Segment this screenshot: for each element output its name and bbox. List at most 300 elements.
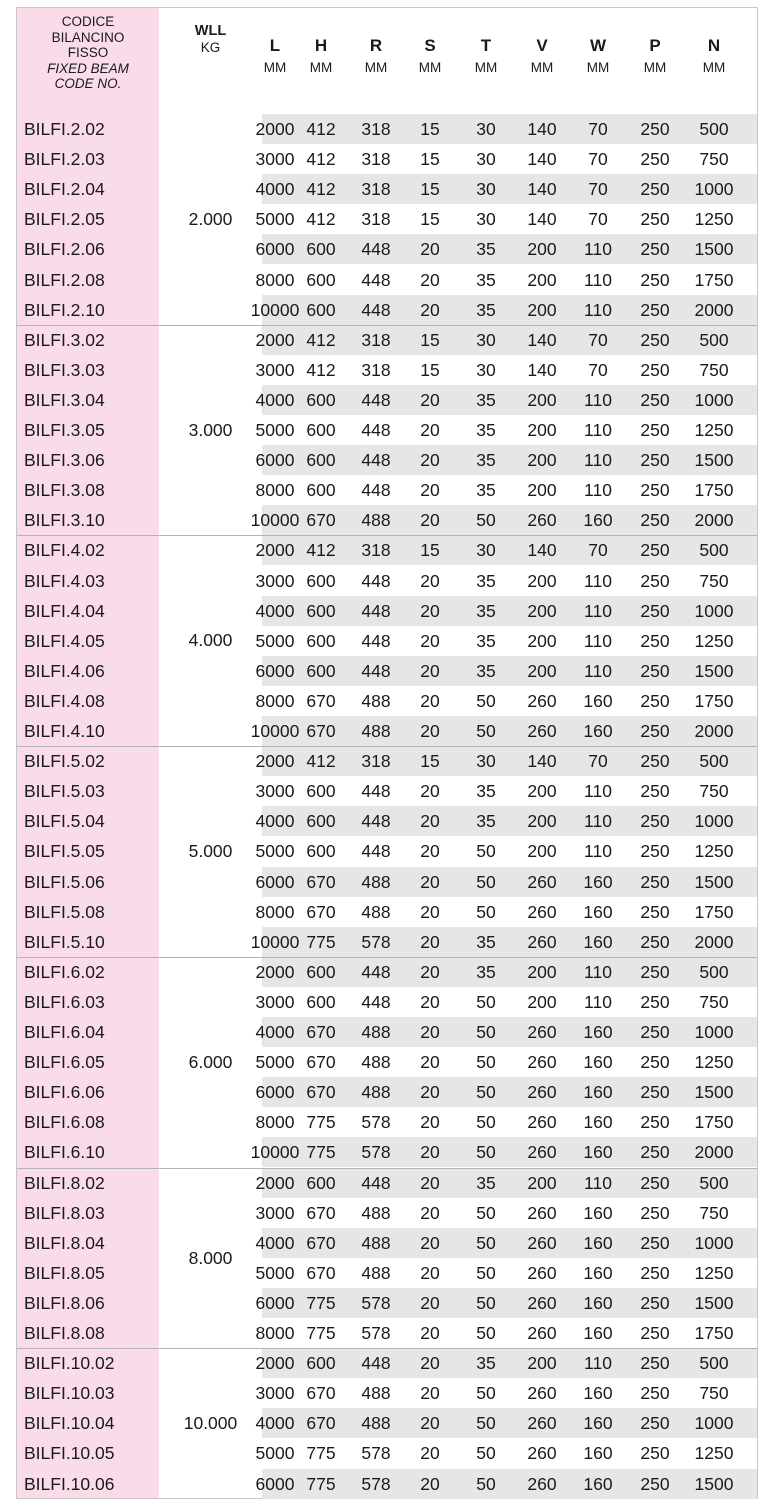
value-cell-h: 600 — [306, 841, 336, 862]
value-cell-r: 488 — [361, 1232, 391, 1253]
value-cell-p: 250 — [640, 721, 670, 741]
value-cell-t: 30 — [476, 179, 496, 200]
value-cell-w: 110 — [584, 600, 612, 621]
value-cell-n: 1750 — [694, 1323, 734, 1343]
value-cell-h: 600 — [306, 450, 336, 471]
value-cell-p: 250 — [640, 660, 670, 681]
value-cell-n: 750 — [699, 570, 729, 591]
value-cell-p: 250 — [640, 1142, 670, 1163]
value-cell-l: 2000 — [255, 751, 295, 772]
value-cell-s: 20 — [420, 721, 440, 741]
value-cell-r: 318 — [361, 540, 391, 561]
value-cell-p: 250 — [640, 901, 670, 922]
value-cell-p: 250 — [640, 751, 670, 772]
value-cell-n: 1000 — [694, 600, 734, 621]
value-cell-v: 260 — [527, 931, 557, 952]
code-cell: BILFI.3.10 — [24, 510, 105, 531]
value-cell-l: 3000 — [255, 570, 295, 591]
column-unit: MM — [309, 60, 333, 75]
value-cell-r: 318 — [361, 751, 391, 772]
value-cell-h: 600 — [306, 269, 336, 290]
value-cell-w: 70 — [588, 359, 608, 380]
value-cell-p: 250 — [640, 1052, 670, 1073]
value-cell-r: 578 — [361, 1142, 391, 1163]
code-cell: BILFI.8.05 — [24, 1262, 105, 1283]
value-cell-t: 35 — [476, 811, 496, 832]
value-cell-v: 260 — [527, 1473, 557, 1494]
value-cell-l: 8000 — [255, 690, 295, 711]
value-cell-w: 160 — [583, 1112, 613, 1133]
value-cell-r: 448 — [361, 420, 391, 440]
value-cell-s: 20 — [420, 299, 440, 320]
code-cell: BILFI.6.08 — [24, 1112, 105, 1133]
code-column-header — [17, 14, 159, 92]
value-cell-r: 488 — [361, 510, 391, 531]
value-cell-s: 20 — [420, 660, 440, 681]
value-cell-t: 50 — [476, 1112, 496, 1133]
value-cell-s: 20 — [420, 871, 440, 892]
value-cell-s: 20 — [420, 630, 440, 651]
value-cell-r: 488 — [361, 1052, 391, 1073]
value-cell-r: 488 — [361, 1202, 391, 1223]
code-cell: BILFI.6.02 — [24, 961, 105, 982]
code-cell: BILFI.10.06 — [24, 1473, 115, 1494]
value-cell-v: 200 — [527, 420, 557, 440]
code-cell: BILFI.5.02 — [24, 751, 105, 772]
value-cell-w: 160 — [583, 1232, 613, 1253]
code-cell: BILFI.10.03 — [24, 1383, 115, 1404]
table-row — [17, 1137, 757, 1167]
value-cell-n: 1000 — [694, 1232, 734, 1253]
value-cell-r: 578 — [361, 931, 391, 952]
value-cell-s: 20 — [420, 1262, 440, 1283]
value-cell-t: 35 — [476, 570, 496, 591]
value-cell-s: 20 — [420, 1292, 440, 1313]
wll-group-value: 2.000 — [188, 209, 233, 229]
value-cell-n: 2000 — [694, 299, 734, 320]
value-cell-w: 110 — [584, 1172, 612, 1193]
value-cell-v: 260 — [527, 1232, 557, 1253]
table-row — [17, 1198, 757, 1228]
value-cell-p: 250 — [640, 1232, 670, 1253]
value-cell-p: 250 — [640, 1473, 670, 1494]
value-cell-n: 1750 — [694, 1112, 734, 1133]
table-row — [17, 1469, 757, 1499]
value-cell-s: 15 — [420, 119, 440, 139]
value-cell-p: 250 — [640, 179, 670, 200]
code-cell: BILFI.4.04 — [24, 600, 105, 621]
value-cell-p: 250 — [640, 1262, 670, 1283]
table-row — [17, 1378, 757, 1408]
value-cell-h: 775 — [306, 1112, 336, 1133]
value-cell-v: 200 — [527, 781, 557, 802]
code-cell: BILFI.4.08 — [24, 690, 105, 711]
value-cell-n: 1250 — [694, 1262, 734, 1283]
value-cell-v: 260 — [527, 1443, 557, 1464]
value-cell-r: 448 — [361, 1172, 391, 1193]
value-cell-h: 670 — [306, 1383, 336, 1404]
value-cell-l: 3000 — [255, 1383, 295, 1404]
value-cell-r: 318 — [361, 209, 391, 230]
value-cell-h: 412 — [306, 329, 336, 350]
code-cell: BILFI.5.08 — [24, 901, 105, 922]
value-cell-p: 250 — [640, 781, 670, 802]
value-cell-w: 160 — [583, 1082, 613, 1103]
value-cell-h: 600 — [306, 299, 336, 320]
value-cell-h: 412 — [306, 209, 336, 230]
value-cell-p: 250 — [640, 1323, 670, 1343]
value-cell-w: 160 — [583, 1383, 613, 1404]
value-cell-w: 110 — [584, 811, 612, 832]
value-cell-n: 2000 — [694, 510, 734, 531]
value-cell-h: 775 — [306, 931, 336, 952]
value-cell-p: 250 — [640, 1022, 670, 1042]
value-cell-w: 160 — [583, 1292, 613, 1313]
value-cell-h: 670 — [306, 510, 336, 531]
table-row — [17, 746, 757, 776]
value-cell-v: 140 — [527, 329, 557, 350]
column-letter: L — [269, 36, 281, 55]
table-row — [17, 355, 757, 385]
value-cell-n: 1250 — [694, 420, 734, 440]
code-cell: BILFI.6.06 — [24, 1082, 105, 1103]
value-cell-w: 160 — [583, 1473, 613, 1494]
value-cell-v: 260 — [527, 871, 557, 892]
value-cell-s: 20 — [420, 931, 440, 952]
value-cell-s: 20 — [420, 1172, 440, 1193]
value-cell-s: 20 — [420, 1232, 440, 1253]
code-header-line: BILANCINO — [51, 29, 125, 45]
value-cell-v: 200 — [527, 480, 557, 501]
value-cell-r: 448 — [361, 269, 391, 290]
value-cell-w: 110 — [584, 781, 612, 802]
value-cell-p: 250 — [640, 1353, 670, 1374]
code-cell: BILFI.2.02 — [24, 119, 105, 139]
code-cell: BILFI.2.05 — [24, 209, 105, 230]
value-cell-v: 200 — [527, 961, 557, 982]
column-letter: H — [314, 36, 328, 55]
value-cell-h: 600 — [306, 570, 336, 591]
value-cell-l: 5000 — [255, 209, 295, 230]
value-cell-w: 110 — [584, 961, 612, 982]
column-unit: MM — [263, 60, 287, 75]
value-cell-h: 412 — [306, 751, 336, 772]
value-cell-s: 15 — [420, 751, 440, 772]
value-cell-p: 250 — [640, 239, 670, 260]
value-cell-w: 160 — [583, 871, 613, 892]
code-cell: BILFI.2.10 — [24, 299, 105, 320]
table-row — [17, 987, 757, 1017]
table-row — [17, 927, 757, 957]
value-cell-t: 50 — [476, 871, 496, 892]
value-cell-t: 35 — [476, 1172, 496, 1193]
table-row — [17, 114, 757, 144]
value-cell-r: 488 — [361, 1082, 391, 1103]
value-cell-p: 250 — [640, 359, 670, 380]
value-cell-p: 250 — [640, 209, 670, 230]
value-cell-w: 160 — [583, 1262, 613, 1283]
value-cell-t: 30 — [476, 209, 496, 230]
value-cell-w: 160 — [583, 1202, 613, 1223]
value-cell-n: 1500 — [694, 660, 734, 681]
value-cell-t: 35 — [476, 269, 496, 290]
code-cell: BILFI.3.08 — [24, 480, 105, 501]
value-cell-w: 110 — [584, 299, 612, 320]
value-cell-t: 35 — [476, 389, 496, 410]
group-separator — [17, 535, 757, 536]
value-cell-w: 70 — [588, 149, 608, 170]
code-cell: BILFI.3.06 — [24, 450, 105, 471]
value-cell-v: 200 — [527, 600, 557, 621]
value-cell-v: 140 — [527, 540, 557, 561]
value-cell-p: 250 — [640, 1292, 670, 1313]
value-cell-l: 3000 — [255, 781, 295, 802]
value-cell-p: 250 — [640, 450, 670, 471]
value-cell-l: 10000 — [250, 510, 300, 531]
value-cell-r: 448 — [361, 1353, 391, 1374]
value-cell-h: 670 — [306, 1052, 336, 1073]
value-cell-h: 775 — [306, 1323, 336, 1343]
value-cell-w: 160 — [583, 901, 613, 922]
value-cell-v: 260 — [527, 1142, 557, 1163]
value-cell-t: 35 — [476, 660, 496, 681]
value-cell-s: 20 — [420, 690, 440, 711]
value-cell-n: 500 — [699, 961, 729, 982]
value-cell-w: 110 — [584, 239, 612, 260]
value-cell-n: 750 — [699, 149, 729, 170]
value-cell-s: 20 — [420, 1353, 440, 1374]
value-cell-n: 1000 — [694, 1022, 734, 1042]
value-cell-n: 500 — [699, 1172, 729, 1193]
value-cell-l: 10000 — [250, 721, 300, 741]
column-unit: MM — [530, 60, 554, 75]
value-cell-h: 600 — [306, 239, 336, 260]
value-cell-n: 750 — [699, 1202, 729, 1223]
value-cell-n: 1000 — [694, 811, 734, 832]
value-cell-p: 250 — [640, 269, 670, 290]
value-cell-t: 30 — [476, 540, 496, 561]
value-cell-w: 160 — [583, 1022, 613, 1042]
value-cell-t: 35 — [476, 420, 496, 440]
value-cell-p: 250 — [640, 1172, 670, 1193]
table-row — [17, 686, 757, 716]
value-cell-s: 20 — [420, 1383, 440, 1404]
value-cell-h: 600 — [306, 991, 336, 1012]
code-cell: BILFI.8.03 — [24, 1202, 105, 1223]
value-cell-l: 5000 — [255, 1443, 295, 1464]
value-cell-v: 260 — [527, 1022, 557, 1042]
value-cell-r: 488 — [361, 1262, 391, 1283]
value-cell-n: 500 — [699, 119, 729, 139]
table-row — [17, 836, 757, 866]
spec-table — [16, 7, 758, 1499]
value-cell-l: 6000 — [255, 239, 295, 260]
value-cell-v: 140 — [527, 179, 557, 200]
value-cell-l: 10000 — [250, 299, 300, 320]
code-header-line-en: FIXED BEAM — [47, 60, 129, 76]
column-header-s — [403, 36, 457, 77]
value-cell-p: 250 — [640, 931, 670, 952]
value-cell-w: 160 — [583, 1413, 613, 1434]
group-separator — [17, 1168, 757, 1169]
value-cell-p: 250 — [640, 570, 670, 591]
table-row — [17, 897, 757, 927]
group-separator — [17, 1348, 757, 1349]
value-cell-s: 20 — [420, 1323, 440, 1343]
value-cell-w: 70 — [588, 119, 608, 139]
value-cell-n: 1250 — [694, 1443, 734, 1464]
table-row — [17, 475, 757, 505]
value-cell-v: 140 — [527, 119, 557, 139]
table-row — [17, 596, 757, 626]
code-cell: BILFI.2.06 — [24, 239, 105, 260]
value-cell-l: 4000 — [255, 1413, 295, 1434]
value-cell-p: 250 — [640, 600, 670, 621]
value-cell-p: 250 — [640, 299, 670, 320]
value-cell-s: 20 — [420, 841, 440, 862]
value-cell-h: 600 — [306, 1353, 336, 1374]
table-row — [17, 776, 757, 806]
value-cell-t: 50 — [476, 1232, 496, 1253]
code-cell: BILFI.10.05 — [24, 1443, 115, 1464]
value-cell-r: 448 — [361, 299, 391, 320]
value-cell-h: 600 — [306, 1172, 336, 1193]
code-cell: BILFI.5.06 — [24, 871, 105, 892]
table-row — [17, 716, 757, 746]
table-row — [17, 234, 757, 264]
column-header-w — [571, 36, 625, 77]
value-cell-h: 600 — [306, 389, 336, 410]
table-row — [17, 204, 757, 234]
column-letter: T — [480, 36, 492, 55]
wll-group-value: 3.000 — [188, 419, 233, 440]
code-header-line: CODICE — [61, 14, 115, 29]
value-cell-s: 15 — [420, 149, 440, 170]
value-cell-r: 318 — [361, 329, 391, 350]
wll-group-value: 4.000 — [188, 630, 233, 651]
code-cell: BILFI.6.04 — [24, 1022, 105, 1042]
table-row — [17, 144, 757, 174]
value-cell-r: 448 — [361, 961, 391, 982]
value-cell-w: 70 — [588, 329, 608, 350]
value-cell-r: 578 — [361, 1323, 391, 1343]
column-header-v — [515, 36, 569, 77]
value-cell-t: 35 — [476, 931, 496, 952]
code-cell: BILFI.2.08 — [24, 269, 105, 290]
value-cell-n: 1500 — [694, 1292, 734, 1313]
value-cell-v: 260 — [527, 721, 557, 741]
value-cell-p: 250 — [640, 841, 670, 862]
value-cell-s: 20 — [420, 781, 440, 802]
value-cell-t: 50 — [476, 1022, 496, 1042]
value-cell-h: 775 — [306, 1443, 336, 1464]
value-cell-n: 1250 — [694, 209, 734, 230]
value-cell-w: 70 — [588, 751, 608, 772]
code-cell: BILFI.4.05 — [24, 630, 105, 651]
value-cell-v: 260 — [527, 1262, 557, 1283]
value-cell-t: 35 — [476, 450, 496, 471]
value-cell-h: 412 — [306, 540, 336, 561]
value-cell-v: 260 — [527, 690, 557, 711]
value-cell-l: 4000 — [255, 179, 295, 200]
value-cell-r: 448 — [361, 450, 391, 471]
value-cell-p: 250 — [640, 510, 670, 531]
code-cell: BILFI.2.03 — [24, 149, 105, 170]
value-cell-r: 448 — [361, 570, 391, 591]
code-header-line-en: CODE NO. — [54, 76, 122, 92]
value-cell-t: 30 — [476, 119, 496, 139]
value-cell-t: 50 — [476, 510, 496, 531]
table-row — [17, 1228, 757, 1258]
table-row — [17, 867, 757, 897]
value-cell-s: 20 — [420, 961, 440, 982]
value-cell-s: 20 — [420, 1082, 440, 1103]
column-unit: MM — [364, 60, 388, 75]
column-letter: S — [424, 36, 436, 55]
value-cell-s: 15 — [420, 540, 440, 561]
column-header-p — [628, 36, 682, 77]
value-cell-s: 20 — [420, 450, 440, 471]
value-cell-v: 200 — [527, 389, 557, 410]
value-cell-h: 670 — [306, 1262, 336, 1283]
value-cell-p: 250 — [640, 1082, 670, 1103]
value-cell-r: 488 — [361, 1022, 391, 1042]
column-unit: MM — [418, 60, 442, 75]
code-cell: BILFI.8.02 — [24, 1172, 105, 1193]
table-row — [17, 505, 757, 535]
value-cell-l: 6000 — [255, 450, 295, 471]
value-cell-p: 250 — [640, 1413, 670, 1434]
value-cell-w: 160 — [583, 931, 613, 952]
value-cell-s: 20 — [420, 600, 440, 621]
value-cell-s: 20 — [420, 1443, 440, 1464]
value-cell-r: 318 — [361, 359, 391, 380]
value-cell-n: 1500 — [694, 871, 734, 892]
value-cell-h: 600 — [306, 630, 336, 651]
value-cell-s: 20 — [420, 269, 440, 290]
column-unit: MM — [474, 60, 498, 75]
value-cell-r: 578 — [361, 1292, 391, 1313]
table-row — [17, 1047, 757, 1077]
value-cell-v: 260 — [527, 1292, 557, 1313]
table-row — [17, 535, 757, 565]
value-cell-p: 250 — [640, 420, 670, 440]
value-cell-r: 448 — [361, 389, 391, 410]
value-cell-p: 250 — [640, 991, 670, 1012]
value-cell-r: 318 — [361, 119, 391, 139]
table-row — [17, 957, 757, 987]
code-cell: BILFI.4.03 — [24, 570, 105, 591]
value-cell-l: 5000 — [255, 630, 295, 651]
value-cell-v: 200 — [527, 1172, 557, 1193]
table-row — [17, 1438, 757, 1468]
value-cell-l: 4000 — [255, 600, 295, 621]
value-cell-p: 250 — [640, 540, 670, 561]
value-cell-s: 20 — [420, 1413, 440, 1434]
value-cell-v: 260 — [527, 1202, 557, 1223]
value-cell-p: 250 — [640, 149, 670, 170]
value-cell-t: 50 — [476, 1383, 496, 1404]
value-cell-h: 775 — [306, 1473, 336, 1494]
table-row — [17, 415, 757, 445]
value-cell-r: 488 — [361, 1413, 391, 1434]
value-cell-n: 1750 — [694, 269, 734, 290]
value-cell-v: 140 — [527, 751, 557, 772]
value-cell-r: 578 — [361, 1112, 391, 1133]
value-cell-v: 260 — [527, 510, 557, 531]
value-cell-s: 20 — [420, 1022, 440, 1042]
code-cell: BILFI.2.04 — [24, 179, 105, 200]
